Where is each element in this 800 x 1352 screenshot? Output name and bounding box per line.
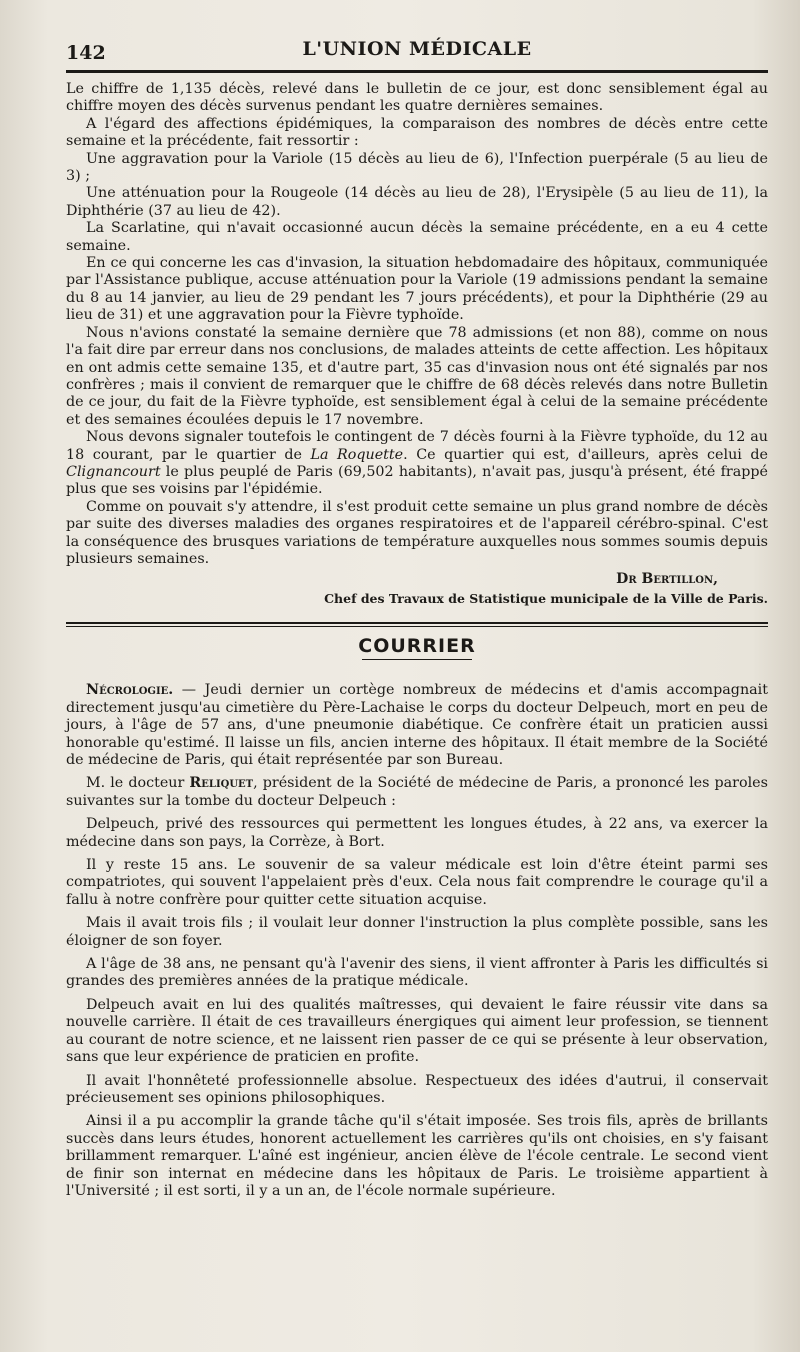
text-run: le plus peuplé de Paris (69,502 habitants), n'avait pas, jusqu'à présent, été frappé plus que ses voisins par l'épidémie. — [66, 463, 768, 498]
paragraph: Delpeuch, privé des ressources qui permettent les longues études, à 22 ans, va exercer la médecine dans son pays, la Corrèze, à Bort. — [66, 816, 768, 850]
paragraph: Il y reste 15 ans. Le souvenir de sa valeur médicale est loin d'être éteint parmi ses compatriotes, qui souvent l'appelaient près d'eux. Cela nous fait comprendre le courage qu'il a fallu à notre confrère pour quitter cette situation acquise. — [66, 857, 768, 908]
paragraph: Une atténuation pour la Rougeole (14 décès au lieu de 28), l'Erysipèle (5 au lieu de 11), la Diphthérie (37 au lieu de 42). — [66, 185, 768, 219]
paragraph: Delpeuch avait en lui des qualités maîtresses, qui devaient le faire réussir vite dans sa nouvelle carrière. Il était de ces travailleurs énergiques qui aiment leur profession, se tiennent au courant de notre science, et ne laissent rien passer de ce qui se présente à leur observation, sans que leur expérience de praticien en profite. — [66, 996, 768, 1066]
paragraph — [66, 775, 768, 810]
person-name: Reliquet — [189, 775, 254, 792]
signature-name: Dr Bertillon, — [616, 571, 718, 588]
text-run: , président de la Société de médecine de Paris, a prononcé les paroles suivantes sur la tombe du docteur Delpeuch : — [66, 775, 768, 809]
paragraph: Une aggravation pour la Variole (15 décès au lieu de 6), l'Infection puerpérale (5 au lieu de 3) ; — [66, 150, 768, 185]
necrology-label: Nécrologie. — [86, 682, 174, 699]
paragraph: Ainsi il a pu accomplir la grande tâche qu'il s'était imposée. Ses trois fils, après de brillants succès dans leurs études, honorent actuellement les carrières qu'ils ont choisies, en s'y faisant brillamment remarquer. L'aîné est ingénieur, ancien élève de l'école centrale. Le second vient de finir son internat en médecine dans les hôpitaux de Paris. Le troisième appartient à l'Université ; il est sorti, il y a un an, de l'école normale supérieure. — [66, 1113, 768, 1199]
paragraph: La Scarlatine, qui n'avait occasionné aucun décès la semaine précédente, en a eu 4 cette semaine. — [66, 220, 768, 254]
place-name: La Roquette — [310, 446, 404, 463]
paragraph: Comme on pouvait s'y attendre, il s'est produit cette semaine un plus grand nombre de décès par suite des diverses maladies des organes respiratoires et de l'appareil cérébro-spinal. C'est la conséquence des brusques variations de température auxquelles nous sommes soumis depuis plusieurs semaines. — [66, 498, 768, 567]
signature-role: Chef des Travaux de Statistique municipale de la Ville de Paris. — [324, 591, 768, 607]
paragraph: Nous n'avions constaté la semaine dernière que 78 admissions (et non 88), comme on nous l'a fait dire par erreur dans nos conclusions, de malades atteints de cette affection. Les hôpitaux en ont admis cette semaine 135, et d'autre part, 35 cas d'invasion nous ont été signalés par nos confrères ; mais il convient de remarquer que le chiffre de 68 décès relevés dans notre Bulletin de ce jour, du fait de la Fièvre typhoïde, est sensiblement égal à celui de la semaine précédente et des semaines écoulées depuis le 17 novembre. — [66, 324, 768, 428]
courrier-section — [66, 682, 768, 1200]
statistics-section — [66, 81, 768, 568]
section-title: COURRIER — [358, 635, 476, 658]
paragraph — [66, 682, 768, 769]
text-run: — Jeudi dernier un cortège nombreux de médecins et d'amis accompagnait directement jusqu'au cimetière du Père-Lachaise le corps du docteur Delpeuch, mort en peu de jours, à l'âge de 57 ans, d'une pneumonie diabétique. Ce confrère était un praticien aussi honorable qu'estimé. Il laisse un fils, ancien interne des hôpitaux. Il était membre de la Société de médecine de Paris, qui était représentée par son Bureau. — [66, 682, 768, 768]
page-header — [66, 34, 768, 68]
paragraph — [66, 429, 768, 499]
paragraph: Mais il avait trois fils ; il voulait leur donner l'instruction la plus complète possible, sans les éloigner de son foyer. — [66, 915, 768, 949]
journal-title: L'UNION MÉDICALE — [302, 38, 532, 60]
paragraph: Le chiffre de 1,135 décès, relevé dans le bulletin de ce jour, est donc sensiblement égal au chiffre moyen des décès survenus pendant les quatre dernières semaines. — [66, 81, 768, 115]
title-underline — [362, 659, 472, 660]
header-rule — [66, 70, 768, 73]
text-run: . Ce quartier qui est, d'ailleurs, après celui de — [403, 446, 768, 463]
page-number: 142 — [66, 42, 106, 64]
text-run: Nous devons signaler toutefois le contingent de 7 décès fourni à la Fièvre typhoïde, du 12 au 18 courant, par le quartier de — [66, 429, 768, 463]
paragraph: Il avait l'honnêteté professionnelle absolue. Respectueux des idées d'autrui, il conservait précieusement ses opinions philosophiques. — [66, 1072, 768, 1106]
paragraph: En ce qui concerne les cas d'invasion, la situation hebdomadaire des hôpitaux, communiquée par l'Assistance publique, accuse atténuation pour la Variole (19 admissions pendant la semaine du 8 au 14 janvier, au lieu de 29 pendant les 7 jours précédents), et pour la Diphthérie (29 au lieu de 31) et une aggravation pour la Fièvre typhoïde. — [66, 255, 768, 324]
section-divider — [66, 622, 768, 624]
paragraph: A l'égard des affections épidémiques, la comparaison des nombres de décès entre cette semaine et la précédente, fait ressortir : — [66, 115, 768, 150]
signature-block — [66, 570, 768, 608]
text-run: M. le docteur — [86, 775, 190, 792]
paragraph: A l'âge de 38 ans, ne pensant qu'à l'avenir des siens, il vient affronter à Paris les difficultés si grandes des premières années de la pratique médicale. — [66, 956, 768, 990]
place-name: Clignancourt — [66, 463, 161, 480]
section-divider-thin — [66, 626, 768, 627]
